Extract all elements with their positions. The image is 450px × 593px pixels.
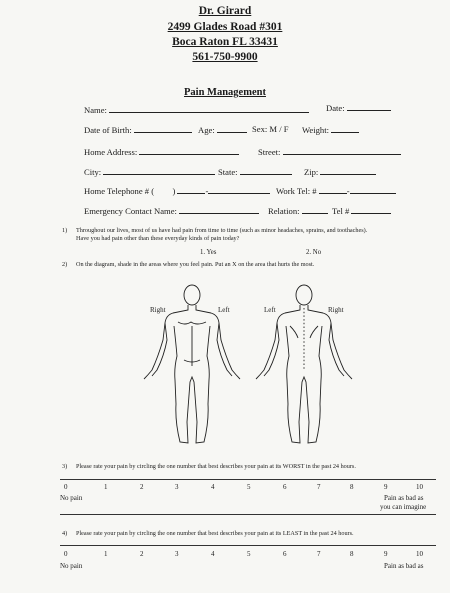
q4-scale-5[interactable]: 5 — [247, 550, 251, 558]
zip-line — [320, 166, 376, 175]
q1-yes-option[interactable]: 1. Yes — [200, 249, 217, 256]
city-label: City: — [84, 167, 102, 177]
q1-text-line2: Have you had pain other than these everyday kinds of pain today? — [76, 235, 240, 242]
q4-scale-2[interactable]: 2 — [140, 550, 144, 558]
home-address-label: Home Address: — [84, 147, 138, 157]
work-telephone-field[interactable]: Work Tel: # - — [276, 185, 396, 196]
back-right-label: Right — [328, 306, 344, 314]
q3-scale-0[interactable]: 0 — [64, 483, 68, 491]
state-label: State: — [218, 167, 238, 177]
q3-scale-4[interactable]: 4 — [211, 483, 215, 491]
q4-text: Please rate your pain by circling the one number that best describes your pain at its LEAST in the past 24 hours. — [76, 530, 354, 537]
front-right-label: Right — [150, 306, 166, 314]
age-line — [217, 124, 247, 133]
back-torso-legs-outline — [286, 326, 322, 443]
q3-worst-label-1: Pain as bad as — [384, 494, 424, 502]
dob-line — [134, 124, 192, 133]
dob-label: Date of Birth: — [84, 125, 132, 135]
front-torso-detail — [178, 322, 206, 366]
q1-text-line1: Throughout our lives, most of us have had pain from time to time (such as minor headaches, sprains, and toothaches). — [76, 227, 368, 234]
q3-top-rule — [60, 479, 436, 480]
q3-worst-label-2: you can imagine — [380, 503, 427, 511]
q4-worst-label-1: Pain as bad as — [384, 562, 424, 570]
q3-scale-1[interactable]: 1 — [104, 483, 108, 491]
zip-label: Zip: — [304, 167, 319, 177]
work-telephone-label: Work Tel: # — [276, 186, 317, 196]
zip-field[interactable] — [304, 166, 376, 177]
state-line — [240, 166, 292, 175]
q3-scale-8[interactable]: 8 — [350, 483, 354, 491]
age-field[interactable] — [198, 124, 247, 135]
back-left-label: Left — [264, 306, 276, 314]
q1-no-option[interactable]: 2. No — [306, 249, 322, 256]
dob-field[interactable] — [84, 124, 192, 135]
back-head — [296, 285, 312, 305]
home-telephone-line-2 — [208, 185, 270, 194]
work-telephone-line-1 — [319, 185, 347, 194]
q4-number: 4) — [62, 530, 68, 537]
q3-bottom-rule — [60, 514, 436, 515]
date-line — [347, 102, 391, 111]
date-label: Date: — [326, 103, 345, 113]
q4-scale-3[interactable]: 3 — [175, 550, 179, 558]
q3-no-pain-label: No pain — [60, 494, 83, 502]
home-telephone-label: Home Telephone # ( — [84, 186, 155, 196]
body-back-diagram[interactable] — [252, 282, 356, 448]
relation-field[interactable] — [268, 205, 328, 216]
street-field[interactable] — [258, 146, 401, 157]
age-label: Age: — [198, 125, 215, 135]
q3-number: 3) — [62, 463, 68, 470]
q3-scale-3[interactable]: 3 — [175, 483, 179, 491]
front-left-label: Left — [218, 306, 230, 314]
city-line — [103, 166, 215, 175]
name-label: Name: — [84, 105, 107, 115]
name-field[interactable] — [84, 104, 309, 115]
relation-line — [302, 205, 328, 214]
emergency-tel-label: Tel # — [332, 206, 350, 216]
relation-label: Relation: — [268, 206, 300, 216]
name-line — [109, 104, 309, 113]
q4-top-rule — [60, 545, 436, 546]
work-telephone-line-2 — [350, 185, 396, 194]
q4-scale-7[interactable]: 7 — [317, 550, 321, 558]
date-field[interactable] — [326, 102, 391, 113]
q2-text: On the diagram, shade in the areas where you feel pain. Put an X on the area that hurts the most. — [76, 261, 315, 268]
q1-number: 1) — [62, 227, 68, 234]
q3-scale-7[interactable]: 7 — [317, 483, 321, 491]
form-title: Pain Management — [184, 87, 266, 98]
office-phone: 561-750-9900 — [192, 51, 258, 63]
q3-scale-5[interactable]: 5 — [247, 483, 251, 491]
q4-scale-10[interactable]: 10 — [416, 550, 423, 558]
home-telephone-field[interactable]: Home Telephone # ( ) - — [84, 185, 270, 196]
state-field[interactable] — [218, 166, 292, 177]
home-telephone-line-1 — [177, 185, 205, 194]
home-telephone-paren: ) — [172, 186, 176, 196]
q3-scale-9[interactable]: 9 — [384, 483, 388, 491]
home-address-field[interactable] — [84, 146, 239, 157]
emergency-contact-line — [179, 205, 259, 214]
weight-line — [331, 124, 359, 133]
emergency-contact-field[interactable] — [84, 205, 259, 216]
address-city: Boca Raton FL 33431 — [172, 36, 278, 48]
weight-label: Weight: — [302, 125, 329, 135]
q4-scale-9[interactable]: 9 — [384, 550, 388, 558]
front-head — [184, 285, 200, 305]
city-field[interactable] — [84, 166, 215, 177]
emergency-tel-line — [351, 205, 391, 214]
q4-no-pain-label: No pain — [60, 562, 83, 570]
address-street: 2499 Glades Road #301 — [167, 21, 283, 33]
q3-scale-2[interactable]: 2 — [140, 483, 144, 491]
q4-scale-8[interactable]: 8 — [350, 550, 354, 558]
q4-scale-1[interactable]: 1 — [104, 550, 108, 558]
q3-scale-10[interactable]: 10 — [416, 483, 423, 491]
q2-number: 2) — [62, 261, 68, 268]
q3-scale-6[interactable]: 6 — [283, 483, 287, 491]
street-line — [283, 146, 401, 155]
doctor-name: Dr. Girard — [198, 5, 252, 17]
q4-scale-4[interactable]: 4 — [211, 550, 215, 558]
q3-text: Please rate your pain by circling the one number that best describes your pain at its WORST in the past 24 hours. — [76, 463, 356, 470]
q4-scale-6[interactable]: 6 — [283, 550, 287, 558]
home-address-line — [139, 146, 239, 155]
street-label: Street: — [258, 147, 281, 157]
q4-scale-0[interactable]: 0 — [64, 550, 68, 558]
weight-field[interactable] — [302, 124, 359, 135]
sex-field[interactable]: Sex: M / F — [252, 124, 289, 134]
emergency-contact-label: Emergency Contact Name: — [84, 206, 177, 216]
body-front-diagram[interactable] — [140, 282, 244, 448]
emergency-tel-field[interactable] — [332, 205, 391, 216]
